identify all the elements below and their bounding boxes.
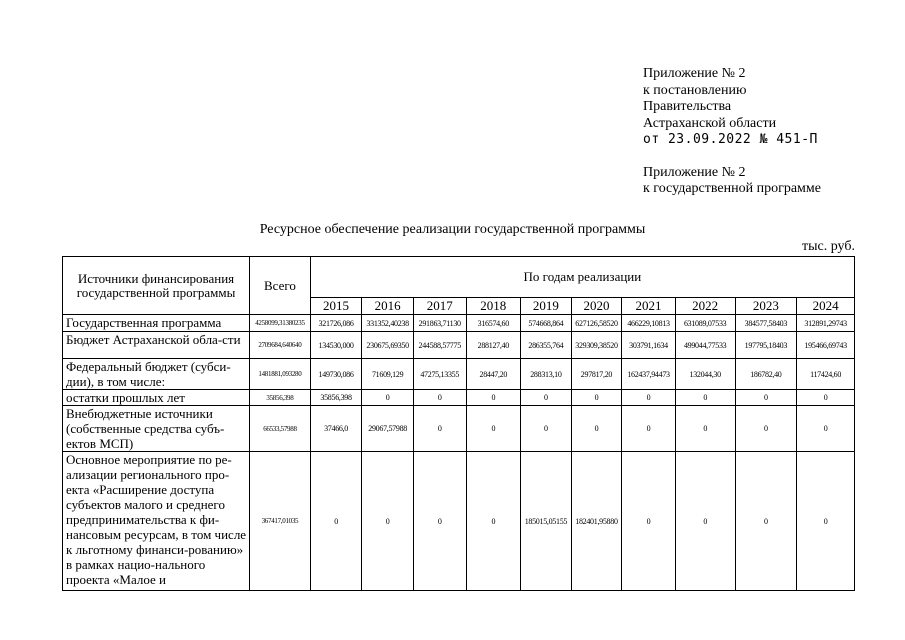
header-sources: Источники финансирования государственной программы: [63, 257, 250, 315]
resource-table: [62, 256, 855, 591]
row-year-value: 329309,38520: [571, 332, 622, 359]
row-year-value: 466229,10813: [622, 315, 676, 332]
row-year-value: 0: [735, 452, 797, 591]
row-year-value: 35856,398: [310, 390, 362, 406]
row-year-value: 331352,40238: [362, 315, 414, 332]
header-year: 2017: [413, 298, 466, 315]
table-row: [63, 315, 855, 332]
row-year-value: 0: [521, 390, 572, 406]
table-row: [63, 332, 855, 359]
row-year-value: 0: [413, 390, 466, 406]
row-source-label: остатки прошлых лет: [63, 390, 250, 406]
row-year-value: 316574,60: [466, 315, 521, 332]
row-year-value: 574668,864: [521, 315, 572, 332]
row-year-value: 312891,29743: [797, 315, 855, 332]
row-total-value: 35856,398: [250, 390, 311, 406]
row-year-value: 28447,20: [466, 359, 521, 390]
header-year: 2024: [797, 298, 855, 315]
appendix-block: [643, 66, 883, 198]
row-year-value: 186782,40: [735, 359, 797, 390]
row-year-value: 0: [413, 406, 466, 452]
row-year-value: 0: [362, 452, 414, 591]
header-year: 2022: [675, 298, 735, 315]
header-total: Всего: [250, 257, 311, 315]
appendix-date-number: от 23.09.2022 № 451-П: [643, 132, 818, 147]
table-row: [63, 406, 855, 452]
row-total-value: 2709684,640640: [250, 332, 311, 359]
row-year-value: 0: [735, 406, 797, 452]
appendix-line: Правительства: [643, 99, 732, 114]
row-year-value: 0: [571, 390, 622, 406]
row-year-value: 185015,05155: [521, 452, 572, 591]
header-year: 2020: [571, 298, 622, 315]
row-year-value: 0: [622, 406, 676, 452]
row-source-label: Внебюджетные источники (собственные средства субъ-ектов МСП): [63, 406, 250, 452]
row-year-value: 117424,60: [797, 359, 855, 390]
row-total-value: 1481881,093280: [250, 359, 311, 390]
row-year-value: 0: [735, 390, 797, 406]
appendix-line: Приложение № 2: [643, 164, 746, 180]
row-year-value: 631089,07533: [675, 315, 735, 332]
row-year-value: 0: [675, 452, 735, 591]
row-year-value: 195466,69743: [797, 332, 855, 359]
table-row: [63, 452, 855, 591]
header-year: 2021: [622, 298, 676, 315]
header-by-years: По годам реализации: [310, 257, 854, 298]
row-year-value: 71609,129: [362, 359, 414, 390]
row-year-value: 132044,30: [675, 359, 735, 390]
table-row: [63, 390, 855, 406]
row-year-value: 230675,69350: [362, 332, 414, 359]
row-year-value: 0: [362, 390, 414, 406]
row-year-value: 303791,1634: [622, 332, 676, 359]
units-label: тыс. руб.: [802, 239, 855, 254]
row-year-value: 0: [622, 452, 676, 591]
row-year-value: 288127,40: [466, 332, 521, 359]
row-year-value: 286355,764: [521, 332, 572, 359]
row-year-value: 499044,77533: [675, 332, 735, 359]
row-year-value: 47275,13355: [413, 359, 466, 390]
row-year-value: 0: [797, 406, 855, 452]
header-year: 2015: [310, 298, 362, 315]
row-total-value: 4258099,31380235: [250, 315, 311, 332]
row-year-value: 321726,086: [310, 315, 362, 332]
row-year-value: 0: [797, 390, 855, 406]
row-year-value: 162437,94473: [622, 359, 676, 390]
row-year-value: 0: [413, 452, 466, 591]
row-year-value: 0: [466, 452, 521, 591]
header-year: 2018: [466, 298, 521, 315]
row-year-value: 288313,10: [521, 359, 572, 390]
row-year-value: 244588,57775: [413, 332, 466, 359]
row-source-label: Государственная программа: [63, 315, 250, 332]
row-year-value: 384577,58403: [735, 315, 797, 332]
row-source-label: Основное мероприятие по ре-ализации регионального про-екта «Расширение доступа субъектов малого и среднего предпринимательства к фи-нансовым ресурсам, в том числе к льготному финанси-рованию» в рамках нацио-нального проекта «Малое и: [63, 452, 250, 591]
appendix-line: Астраханской области: [643, 115, 777, 131]
row-year-value: 0: [521, 406, 572, 452]
row-year-value: 0: [675, 406, 735, 452]
row-source-label: Федеральный бюджет (субси-дии), в том числе:: [63, 359, 250, 390]
row-year-value: 0: [622, 390, 676, 406]
row-year-value: 0: [797, 452, 855, 591]
header-year: 2023: [735, 298, 797, 315]
row-year-value: 291863,71130: [413, 315, 466, 332]
row-year-value: 197795,18403: [735, 332, 797, 359]
row-year-value: 0: [571, 406, 622, 452]
row-year-value: 627126,58520: [571, 315, 622, 332]
row-year-value: 0: [466, 406, 521, 452]
row-year-value: 37466,0: [310, 406, 362, 452]
row-year-value: 297817,20: [571, 359, 622, 390]
row-year-value: 182401,95880: [571, 452, 622, 591]
row-year-value: 149730,086: [310, 359, 362, 390]
document-title: Ресурсное обеспечение реализации государственной программы: [259, 222, 646, 237]
appendix-line: к государственной программе: [643, 181, 821, 196]
row-year-value: 134530,000: [310, 332, 362, 359]
header-year: 2016: [362, 298, 414, 315]
appendix-line: к постановлению: [643, 82, 747, 98]
row-year-value: 0: [675, 390, 735, 406]
appendix-line: Приложение № 2: [643, 66, 746, 81]
row-total-value: 367417,01035: [250, 452, 311, 591]
table-row: [63, 359, 855, 390]
row-total-value: 66533,57988: [250, 406, 311, 452]
header-year: 2019: [521, 298, 572, 315]
row-year-value: 0: [466, 390, 521, 406]
row-year-value: 0: [310, 452, 362, 591]
row-year-value: 29067,57988: [362, 406, 414, 452]
row-source-label: Бюджет Астраханской обла-сти: [63, 332, 250, 359]
